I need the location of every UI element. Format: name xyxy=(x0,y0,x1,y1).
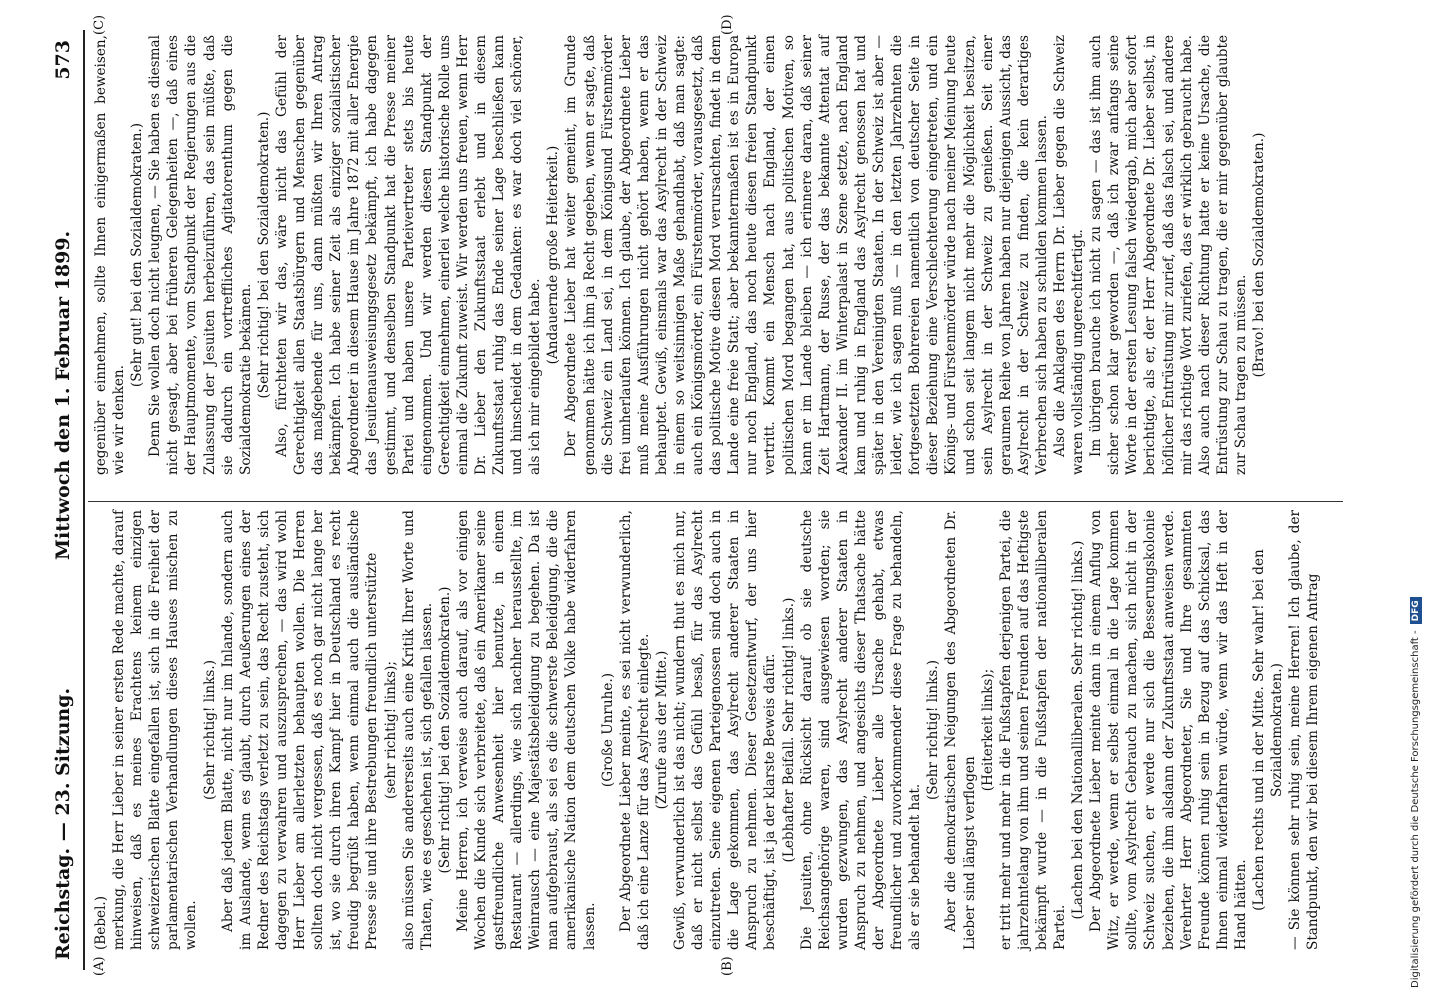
interjection: (Lachen rechts und in der Mitte. Sehr wahr! bei den Sozialdemokraten.) xyxy=(1251,549,1286,911)
paragraph: Denn Sie wollen doch nicht leugnen, — Sie haben es diesmal nicht gesagt, aber bei früheren Gelegenheiten —, daß eines der Hauptmomente, vom Standpunkt der Regierungen aus die Zulassung der Jesuiten herbeizuführen, das sein müßte, daß sie dadurch ein vortreffliches Agitatorenthum gegen die Sozialdemokratie bekämen. xyxy=(147,35,254,475)
interjection: (Sehr richtig! bei den Sozialdemokraten.) xyxy=(255,111,272,399)
interjection: (Große Unruhe.) xyxy=(599,672,616,788)
paragraph: er tritt mehr und mehr in die Fußstapfen derjenigen Partei, die jahrzehntelang von ihm und seinen Freunden auf das Heftigste bekämpft wurde — in die Fußstapfen der nationalliberalen Partei. xyxy=(997,510,1068,950)
dfg-logo: DFG xyxy=(1410,597,1422,624)
paragraph: (Bebel.) xyxy=(93,895,109,950)
paragraph: Also, fürchteten wir das, wäre nicht das Gefühl der Gerechtigkeit allen Staatsbürgern und Menschen gegenüber das maßgebende für uns, dann müßten wir Ihren Antrag bekämpfen. Ich habe seiner Zeit als einziger sozialistischer Abgeordneter in diesem Hause im Jahre 1872 mit aller Energie das Jesuitenausweisungsgesetz bekämpft, ich habe dagegen gestimmt, und denselben Standpunkt hat die Presse meiner Partei und haben unsere Parteivertreter stets bis heute eingenommen. Und wir werden diesen Standpunkt der Gerechtigkeit einnehmen, einerlei welche historische Rolle uns einmal die Zukunft zuweist. Wir werden uns freuen, wenn Herr Dr. Lieber den Zukunftsstaat erlebt und in diesem Zukunftsstaat ruhig das Ende seiner Lage beschließen kann und hinscheidet in dem Gedanken: es war doch viel schöner, als ich mir eingebildet habe. xyxy=(273,35,544,475)
paragraph: Im übrigen brauche ich nicht zu sagen — das ist ihm auch sicher schon klar geworden —, daß ich zwar anfangs seine Worte in der ersten Lesung falsch wiedergab, mich aber sofort berichtigte, als er, der Herr Abgeordnete Dr. Lieber selbst, in höflicher Entrüstung mir zurief, daß das falsch sei, und andere mir das richtige Wort zuriefen, das er wirklich gebraucht habe. Also auch nach dieser Richtung hatte er keine Ursache, die Entrüstung zur Schau zu tragen, die er mir gegenüber glaubte zur Schau tragen zu müssen. xyxy=(1088,35,1249,475)
paragraph: Gewiß, verwunderlich ist das nicht; wundern thut es mich nur, daß er nicht selbst das Gefühl besaß, für das Asylrecht einzutreten. Seine eigenen Parteigenossen sind doch auch in die Lage gekommen, das Asylrecht anderer Staaten in Anspruch zu nehmen. Dieser Gesetzentwurf, der uns hier beschäftigt, ist ja der klarste Beweis dafür. xyxy=(672,510,779,950)
paragraph: Meine Herren, ich verweise auch darauf, als vor einigen Wochen die Kunde sich verbreitete, daß ein Amerikaner seine gastfreundliche Anwesenheit hier benutzte, in einem Restaurant — allerdings, wie sich nachher herausstellte, im Weinrausch — eine Majestätsbeleidigung zu begehen. Da ist man aufgebraust, als sei es die schwerste Beleidigung, die die amerikanische Nation dem deutschen Volke habe widerfahren lassen. xyxy=(454,510,598,950)
header-date: Mittwoch den 1. Februar 1899. xyxy=(52,230,74,560)
column-divider xyxy=(88,501,1343,502)
right-column xyxy=(92,35,1268,475)
interjection: (Heiterkeit links); xyxy=(979,668,996,792)
header-rule xyxy=(83,30,85,970)
margin-marker-b: (B) xyxy=(720,956,735,976)
paragraph: Die Jesuiten, ohne Rücksicht darauf ob sie deutsche Reichsangehörige waren, sind ausgewiesen worden; sie wurden gezwungen, das Asylrecht anderer Staaten in Anspruch zu nehmen, und angesichts dieser Thatsache hätte der Abgeordnete Lieber alle Ursache gehabt, etwas freundlicher und zuvorkommender diese Frage zu behandeln, als er sie behandelt hat. xyxy=(798,510,924,950)
paragraph: Also die Anklagen des Herrn Dr. Lieber gegen die Schweiz waren vollständig ungerechtfertigt. xyxy=(1051,35,1087,475)
margin-marker-a: (A) xyxy=(92,956,107,976)
interjection: (Lachen bei den Nationalliberalen. Sehr richtig! links.) xyxy=(1070,540,1087,920)
paragraph: also müssen Sie andererseits auch eine Kritik Ihrer Worte und Thaten, wie es geschehen ist, sich gefallen lassen. xyxy=(400,510,435,950)
page-header xyxy=(44,30,80,970)
page-number: 573 xyxy=(52,40,74,80)
interjection: (Bravo! bei den Sozialdemokraten.) xyxy=(1251,132,1267,378)
paragraph: Aber die demokratischen Neigungen des Abgeordneten Dr. Lieber sind längst verflogen xyxy=(943,510,978,950)
margin-marker-d: (D) xyxy=(720,14,735,35)
paragraph: gegenüber einnehmen, sollte Ihnen einigermaßen beweisen, wie wir denken. xyxy=(93,35,128,475)
interjection: (Lebhafter Beifall. Sehr richtig! links.) xyxy=(780,597,797,863)
paragraph: — Sie können sehr ruhig sein, meine Herren! Ich glaube, der Standpunkt, den wir bei diesem Ihrem eigenen Antrag xyxy=(1287,510,1322,950)
paragraph: Der Abgeordnete Lieber meinte, es sei nicht verwunderlich, daß ich eine Lanze für das Asylrecht einlegte. xyxy=(617,510,652,950)
margin-marker-c: (C) xyxy=(92,14,107,35)
stamp-text: Digitalisierung gefördert durch die Deutsche Forschungsgemeinschaft - xyxy=(1410,630,1421,988)
header-left: Reichstag. — 23. Sitzung. xyxy=(52,687,74,960)
paragraph: Aber daß jedem Blatte, nicht nur im Inlande, sondern auch im Auslande, wenn es glaubt, durch Aeußerungen eines der Redner des Reichstags verletzt zu sein, das Recht zusteht, sich dagegen zu verwahren und auszusprechen, — das wird wohl Herr Lieber am allerletzten behaupten wollen. Die Herren sollten doch nicht vergessen, daß es noch gar nicht lange her ist, wo sie durch ihren Kampf hier in Deutschland es recht freudig begrüßt haben, wenn einmal auch die ausländische Presse sie und ihre Bestrebungen freundlich unterstützte xyxy=(219,510,381,950)
interjection: (Andauernde große Heiterkeit.) xyxy=(545,145,562,365)
interjection: (Sehr richtig! links.) xyxy=(201,659,218,801)
interjection: (Sehr gut! bei den Sozialdemokraten.) xyxy=(129,122,146,388)
interjection: (Sehr richtig! bei den Sozialdemokraten.) xyxy=(436,586,453,874)
interjection: (Sehr richtig! links.) xyxy=(925,659,942,801)
paragraph: merkung, die Herr Lieber in seiner ersten Rede machte, darauf hinweisen, daß es meines Erachtens keinem einzigen schweizerischen Blatte eingefallen ist, sich in die Freiheit der parlamentarischen Verhandlungen dieses Hauses mischen zu wollen. xyxy=(111,510,200,950)
left-column xyxy=(92,510,1322,950)
interjection: (sehr richtig! links); xyxy=(382,661,399,799)
paragraph: Der Abgeordnete Lieber meinte dann in einem Anflug von Witz, er werde, wenn er selbst einmal in die Lage kommen sollte, vom Asylrecht Gebrauch zu machen, sich nicht in der Schweiz suchen, er werde nur sich die Besserungskolonie beziehen, die ihm alsdann der Zukunftsstaat anweisen werde. Verehrter Herr Abgeordneter, Sie und Ihre gesammten Freunde können ruhig sein in Bezug auf das Schicksal, das Ihnen einmal widerfahren würde, wenn wir das Heft in der Hand hätten. xyxy=(1088,510,1249,950)
digitization-stamp xyxy=(1404,12,1434,988)
paragraph: Der Abgeordnete Lieber hat weiter gemeint, im Grunde genommen hätte ich ihm ja Recht gegeben, wenn er sagte, daß die Schweiz ein Land sei, in dem Königsund Fürstenmörder frei umherlaufen können. Ich glaube, der Abgeordnete Lieber muß meine Ausführungen nicht gehört haben, wenn er das behauptet. Gewiß, einsmals war das Asylrecht in der Schweiz in einem so weitsinnigen Maße gehandhabt, daß man sagte: auch ein Königsmörder, ein Fürstenmörder, vorausgesetzt, daß das politische Motive diesen Mord verursachten, findet in dem Lande eine freie Statt; aber bekanntermaßen ist es in Europa nur noch England, das noch heute diesen freien Standpunkt vertritt. Kommt ein Mensch nach England, der einen politischen Mord begangen hat, aus politischen Motiven, so kann er im Lande bleiben — ich erinnere daran, daß seiner Zeit Hartmann, der Russe, der das bekannte Attentat auf Alexander II. im Winterpalast in Szene setzte, nach England kam und ruhig in England das Asylrecht genossen hat und später in den Vereinigten Staaten. In der Schweiz ist aber — leider, wie ich sagen muß — in den letzten Jahrzehnten die fortgesetzten Bohrereien namentlich von deutscher Seite in dieser Beziehung eine Verschlechterung eingetreten, und ein Königs- und Fürstenmörder würde nach meiner Meinung heute und schon seit langem nicht mehr die Möglichkeit besitzen, sein Asylrecht in der Schweiz zu genießen. Seit einer geraumen Reihe von Jahren haben nur diejenigen Aussicht, das Asylrecht in der Schweiz zu finden, die kein derartiges Verbrechen sich haben zu schulden kommen lassen. xyxy=(563,35,1050,475)
interjection: (Zurufe aus der Mitte.) xyxy=(653,650,670,810)
